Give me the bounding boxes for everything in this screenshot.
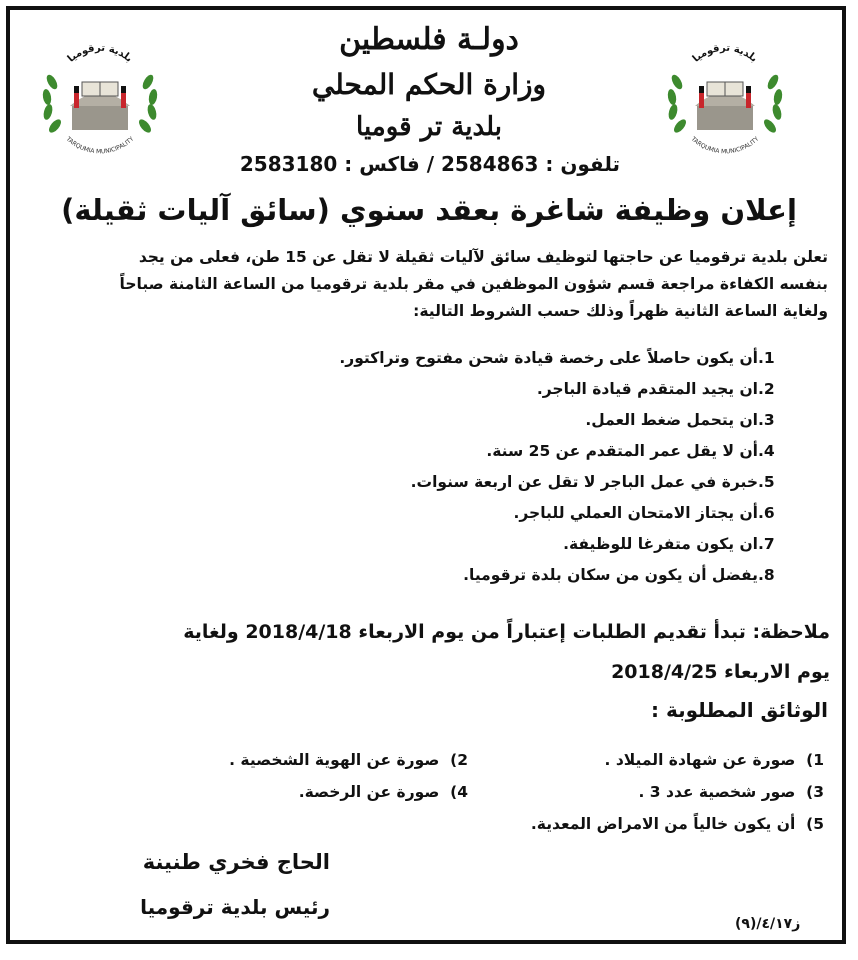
svg-text:بلدية ترقوميا: بلدية ترقوميا xyxy=(690,42,760,65)
header-municipality: بلدية تر قوميا xyxy=(356,112,502,142)
condition-number: 4. xyxy=(758,442,775,460)
condition-number: 1. xyxy=(758,349,775,367)
condition-item xyxy=(50,343,810,374)
document-item xyxy=(178,779,468,805)
intro-line: ولغاية الساعة الثانية ظهراً وذلك حسب الشروط التالية: xyxy=(413,302,828,320)
document-number: 2) xyxy=(450,751,468,769)
condition-text: أن لا يقل عمر المتقدم عن 25 سنة. xyxy=(486,442,758,460)
header-ministry: وزارة الحكم المحلي xyxy=(311,68,547,101)
svg-text:TARQUMIA MUNICIPALITY: TARQUMIA MUNICIPALITY xyxy=(689,135,761,156)
note-line: يوم الاربعاء 2018/4/25 xyxy=(611,661,830,683)
document-text: صور شخصية عدد 3 . xyxy=(638,783,796,801)
document-text: صورة عن شهادة الميلاد . xyxy=(604,751,796,769)
header-state: دولـة فلسطين xyxy=(339,22,519,57)
signature-name: الحاج فخري طنينة xyxy=(142,850,330,874)
document-number: 3) xyxy=(806,783,824,801)
condition-item xyxy=(50,374,810,405)
condition-text: أن يكون حاصلاً على رخصة قيادة شحن مفتوح وتراكتور. xyxy=(339,349,758,367)
condition-number: 8. xyxy=(758,566,775,584)
document-text: أن يكون خالياً من الامراض المعدية. xyxy=(530,815,796,833)
document-item xyxy=(178,747,468,773)
intro-line: بنفسه الكفاءة مراجعة قسم شؤون الموظفين في مقر بلدية ترقوميا من الساعة الثامنة صباحاً xyxy=(119,275,828,293)
condition-item xyxy=(50,405,810,436)
intro-paragraph xyxy=(28,244,828,325)
condition-item xyxy=(50,529,810,560)
condition-number: 5. xyxy=(758,473,775,491)
reference-code: ز٤/١٧/(٩) xyxy=(735,916,801,932)
document-number: 5) xyxy=(806,815,824,833)
condition-text: يفضل أن يكون من سكان بلدة ترقوميا. xyxy=(463,566,758,584)
condition-number: 2. xyxy=(758,380,775,398)
svg-text:TARQUMIA MUNICIPALITY: TARQUMIA MUNICIPALITY xyxy=(64,135,136,156)
condition-text: أن يجتاز الامتحان العملي للباجر. xyxy=(513,504,758,522)
documents-heading: الوثائق المطلوبة : xyxy=(651,698,828,722)
svg-text:بلدية ترقوميا: بلدية ترقوميا xyxy=(65,42,135,65)
signature-role: رئيس بلدية ترقوميا xyxy=(140,895,330,919)
condition-number: 3. xyxy=(758,411,775,429)
note-line: ملاحظة: تبدأ تقديم الطلبات إعتباراً من يوم الاربعاء 2018/4/18 ولغاية xyxy=(183,621,830,643)
document-number: 1) xyxy=(806,751,824,769)
condition-text: ان يكون متفرغا للوظيفة. xyxy=(563,535,758,553)
note xyxy=(20,612,830,692)
document-item xyxy=(534,779,824,805)
condition-text: ان يتحمل ضغط العمل. xyxy=(585,411,758,429)
municipality-logo-left xyxy=(30,22,170,162)
condition-text: خبرة في عمل الباجر لا تقل عن اربعة سنوات. xyxy=(410,473,758,491)
condition-number: 6. xyxy=(758,504,775,522)
announcement-title: إعلان وظيفة شاغرة بعقد سنوي (سائق آليات ثقيلة) xyxy=(61,193,797,227)
condition-item xyxy=(50,467,810,498)
municipality-logo-right xyxy=(655,22,795,162)
document-text: صورة عن الرخصة. xyxy=(298,783,440,801)
condition-text: ان يجيد المتقدم قيادة الباجر. xyxy=(536,380,758,398)
header-contact: تلفون : 2584863 / فاكس : 2583180 xyxy=(239,152,620,176)
condition-item xyxy=(50,436,810,467)
condition-item xyxy=(50,560,810,591)
condition-number: 7. xyxy=(758,535,775,553)
intro-line: تعلن بلدية ترقوميا عن حاجتها لتوظيف سائق لآليات ثقيلة لا تقل عن 15 طن، فعلى من يجد xyxy=(138,248,828,266)
document-item xyxy=(534,747,824,773)
document-text: صورة عن الهوية الشخصية . xyxy=(229,751,440,769)
document-number: 4) xyxy=(450,783,468,801)
document-item xyxy=(424,811,824,837)
conditions-list xyxy=(50,343,810,591)
condition-item xyxy=(50,498,810,529)
